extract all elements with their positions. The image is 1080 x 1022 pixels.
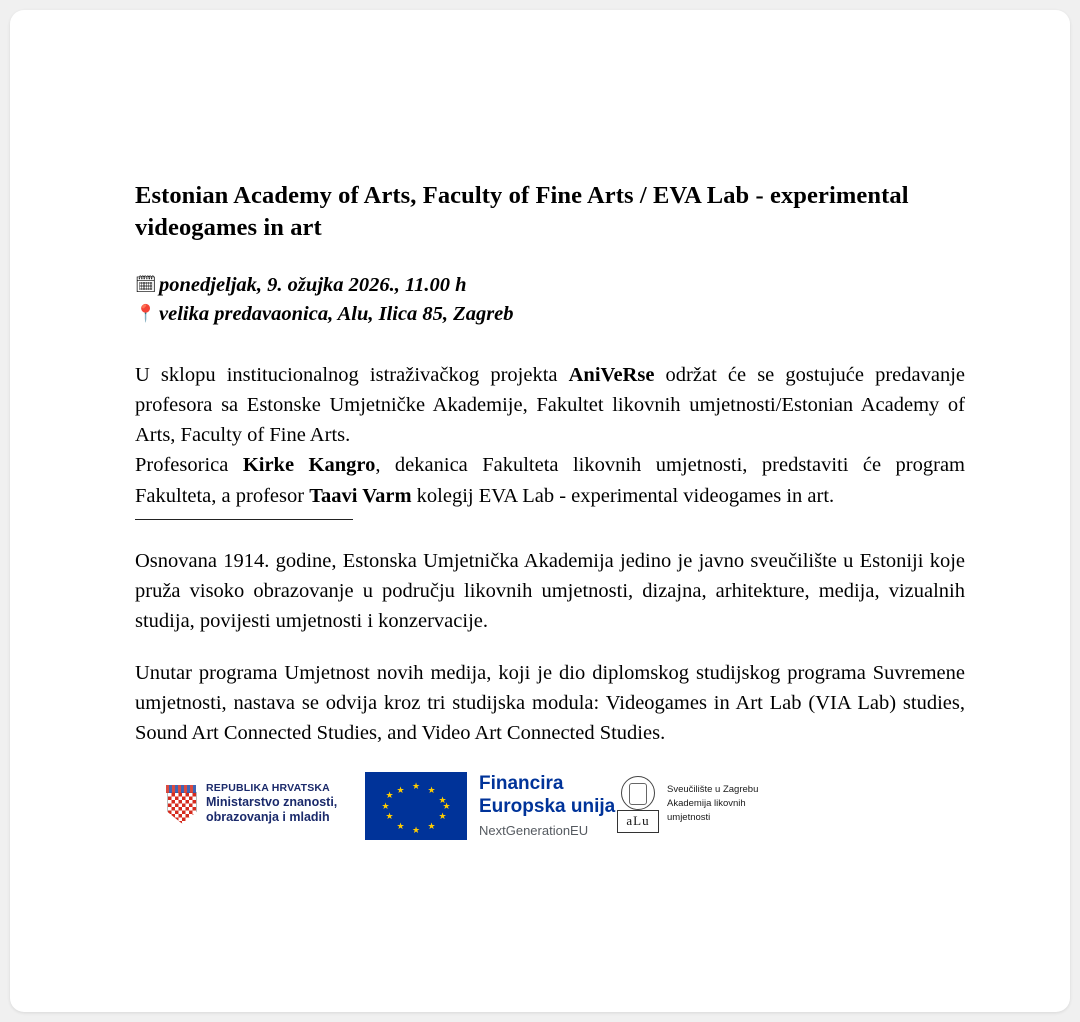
event-date-line — [135, 271, 965, 301]
eu-line-3: NextGenerationEU — [479, 823, 589, 839]
map-pin-icon: 📍 — [135, 304, 157, 324]
body-paragraph-2: Unutar programa Umjetnost novih medija, koji je dio diplomskog studijskog programa Suvremene umjetnosti, nastava se odvija kroz tri studijska modula: Videogames in Art Lab (VIA Lab) studies, Sound Art Connected Studies, and Video Art Connected Studies. — [135, 662, 965, 745]
intro-p2-text-b: , dekanica Fakulteta likovnih umjetnosti, predstaviti će program Fakulteta, a profesor — [135, 454, 965, 507]
eu-line-1: Financira — [479, 773, 564, 795]
croatian-coat-of-arms-icon — [165, 784, 199, 824]
ministry-line-3: obrazovanja i mladih — [206, 810, 330, 825]
university-logo-text — [667, 783, 758, 824]
university-line-3: umjetnosti — [667, 811, 711, 823]
event-location-line — [135, 300, 965, 330]
intro-paragraph-1 — [135, 360, 965, 450]
document-content — [135, 180, 965, 748]
eu-flag-icon: ★ ★ ★ ★ ★ ★ ★ ★ ★ ★ ★ ★ — [365, 772, 467, 840]
document-page — [10, 10, 1070, 1012]
ministry-line-2: Ministarstvo znanosti, — [206, 794, 338, 809]
event-meta — [135, 271, 965, 330]
university-line-2: Akademija likovnih — [667, 798, 746, 810]
footer-logos — [135, 772, 965, 852]
republika-hrvatska-ministarstvo-logo — [165, 782, 337, 825]
sveuciliste-u-zagrebu-alu-logo — [615, 776, 758, 832]
intro-p2-text-a: Profesorica — [135, 454, 243, 477]
intro-paragraph-2 — [135, 450, 965, 510]
eu-logo-text — [479, 773, 615, 838]
page-title: Estonian Academy of Arts, Faculty of Fine Arts / EVA Lab - experimental videogames in art — [135, 182, 909, 242]
intro-p1-text-a: U sklopu institucionalnog istraživačkog projekta — [135, 364, 569, 387]
speaker-name-1: Kirke Kangro — [242, 454, 376, 477]
eu-line-2: Europska unija — [479, 795, 616, 817]
section-divider — [135, 519, 353, 520]
body-paragraph-1: Osnovana 1914. godine, Estonska Umjetnička Akademija jedino je javno sveučilište u Estoniji koje pruža visoko obrazovanje u području likovnih umjetnosti, dizajna, arhitekture, medija, vizualnih studija, povijesti umjetnosti i konzervacije. — [135, 549, 965, 632]
university-line-1: Sveučilište u Zagrebu — [667, 784, 759, 796]
intro-p1-text-b: održat će se gostujuće predavanje profesora sa Estonske Umjetničke Akademije, Fakultet likovnih umjetnosti/Estonian Academy of Arts, Faculty of Fine Arts. — [135, 364, 966, 447]
speaker-name-2: Taavi Varm — [309, 484, 412, 507]
intro-p2-text-c: kolegij EVA Lab - experimental videogames in art. — [411, 484, 835, 507]
event-date: ponedjeljak, 9. ožujka 2026., 11.00 h — [159, 273, 467, 296]
alu-mark-text: aLu — [617, 810, 659, 833]
event-location: velika predavaonica, Alu, Ilica 85, Zagreb — [159, 303, 514, 326]
ministry-logo-text — [206, 782, 337, 825]
project-name: AniVeRse — [568, 364, 655, 387]
university-seal-icon — [615, 776, 659, 832]
ministry-line-1: REPUBLIKA HRVATSKA — [206, 782, 330, 794]
calendar-icon: 🗓 — [135, 274, 157, 294]
financira-europska-unija-logo — [365, 772, 615, 840]
